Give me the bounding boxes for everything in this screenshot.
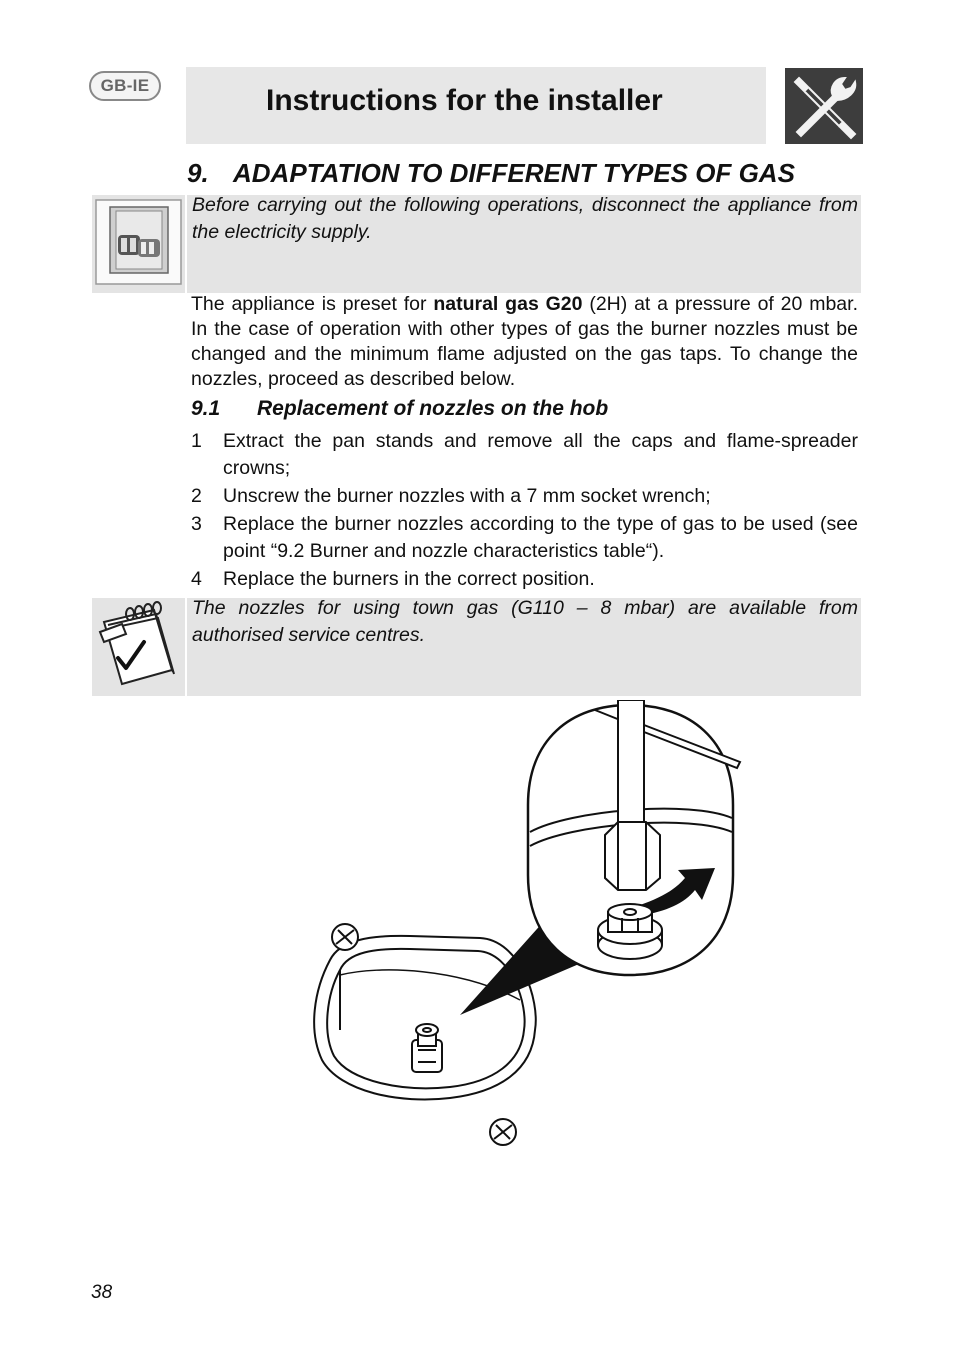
- list-item: [191, 511, 858, 565]
- list-item: [191, 566, 858, 593]
- electric-socket-icon: [92, 195, 185, 293]
- step-number: 4: [191, 568, 202, 590]
- country-badge: GB-IE: [89, 71, 161, 101]
- section-number: 9.: [187, 158, 209, 188]
- list-item: [191, 483, 858, 510]
- step-text: Extract the pan stands and remove all the caps and flame-spreader crowns;: [223, 430, 858, 479]
- intro-gas-type: natural gas G20: [433, 293, 583, 315]
- page-title: Instructions for the installer: [266, 84, 663, 117]
- intro-part1: The appliance is preset for: [191, 293, 434, 315]
- steps-list: [191, 428, 858, 594]
- subsection-title: Replacement of nozzles on the hob: [257, 397, 609, 420]
- warning-icon-cell: [92, 195, 185, 293]
- subsection-number: 9.1: [191, 397, 221, 420]
- step-number: 2: [191, 485, 202, 507]
- warning-notice: [187, 195, 861, 293]
- list-item: [191, 428, 858, 482]
- warning-notice-text: Before carrying out the following operations, disconnect the appliance from the electricity supply.: [192, 194, 858, 243]
- intro-paragraph: [191, 292, 858, 392]
- step-number: 3: [191, 513, 202, 535]
- nozzle-replacement-illustration: [300, 700, 750, 1160]
- step-number: 1: [191, 430, 202, 452]
- note-icon-cell: [92, 598, 185, 696]
- step-text: Replace the burners in the correct position.: [223, 568, 595, 590]
- step-text: Unscrew the burner nozzles with a 7 mm socket wrench;: [223, 485, 711, 507]
- section-title: ADAPTATION TO DIFFERENT TYPES OF GAS: [233, 158, 795, 188]
- notepad-check-icon: [92, 598, 185, 696]
- section-heading: [187, 158, 795, 189]
- intro-part2: (2H) at a pressure of 20 mbar. In the case of operation with other types of gas the burner nozzles must be changed and the minimum flame adjusted on the gas taps. To change the nozzles, proceed as described below.: [191, 293, 858, 390]
- tools-icon: [785, 68, 863, 144]
- note-notice-text: The nozzles for using town gas (G110 – 8 mbar) are available from authorised service centres.: [192, 597, 858, 646]
- subsection-heading: [191, 397, 608, 421]
- page-number: 38: [91, 1282, 113, 1303]
- note-notice: [187, 598, 861, 696]
- step-text: Replace the burner nozzles according to the type of gas to be used (see point “9.2 Burner and nozzle characteristics table“).: [223, 513, 858, 562]
